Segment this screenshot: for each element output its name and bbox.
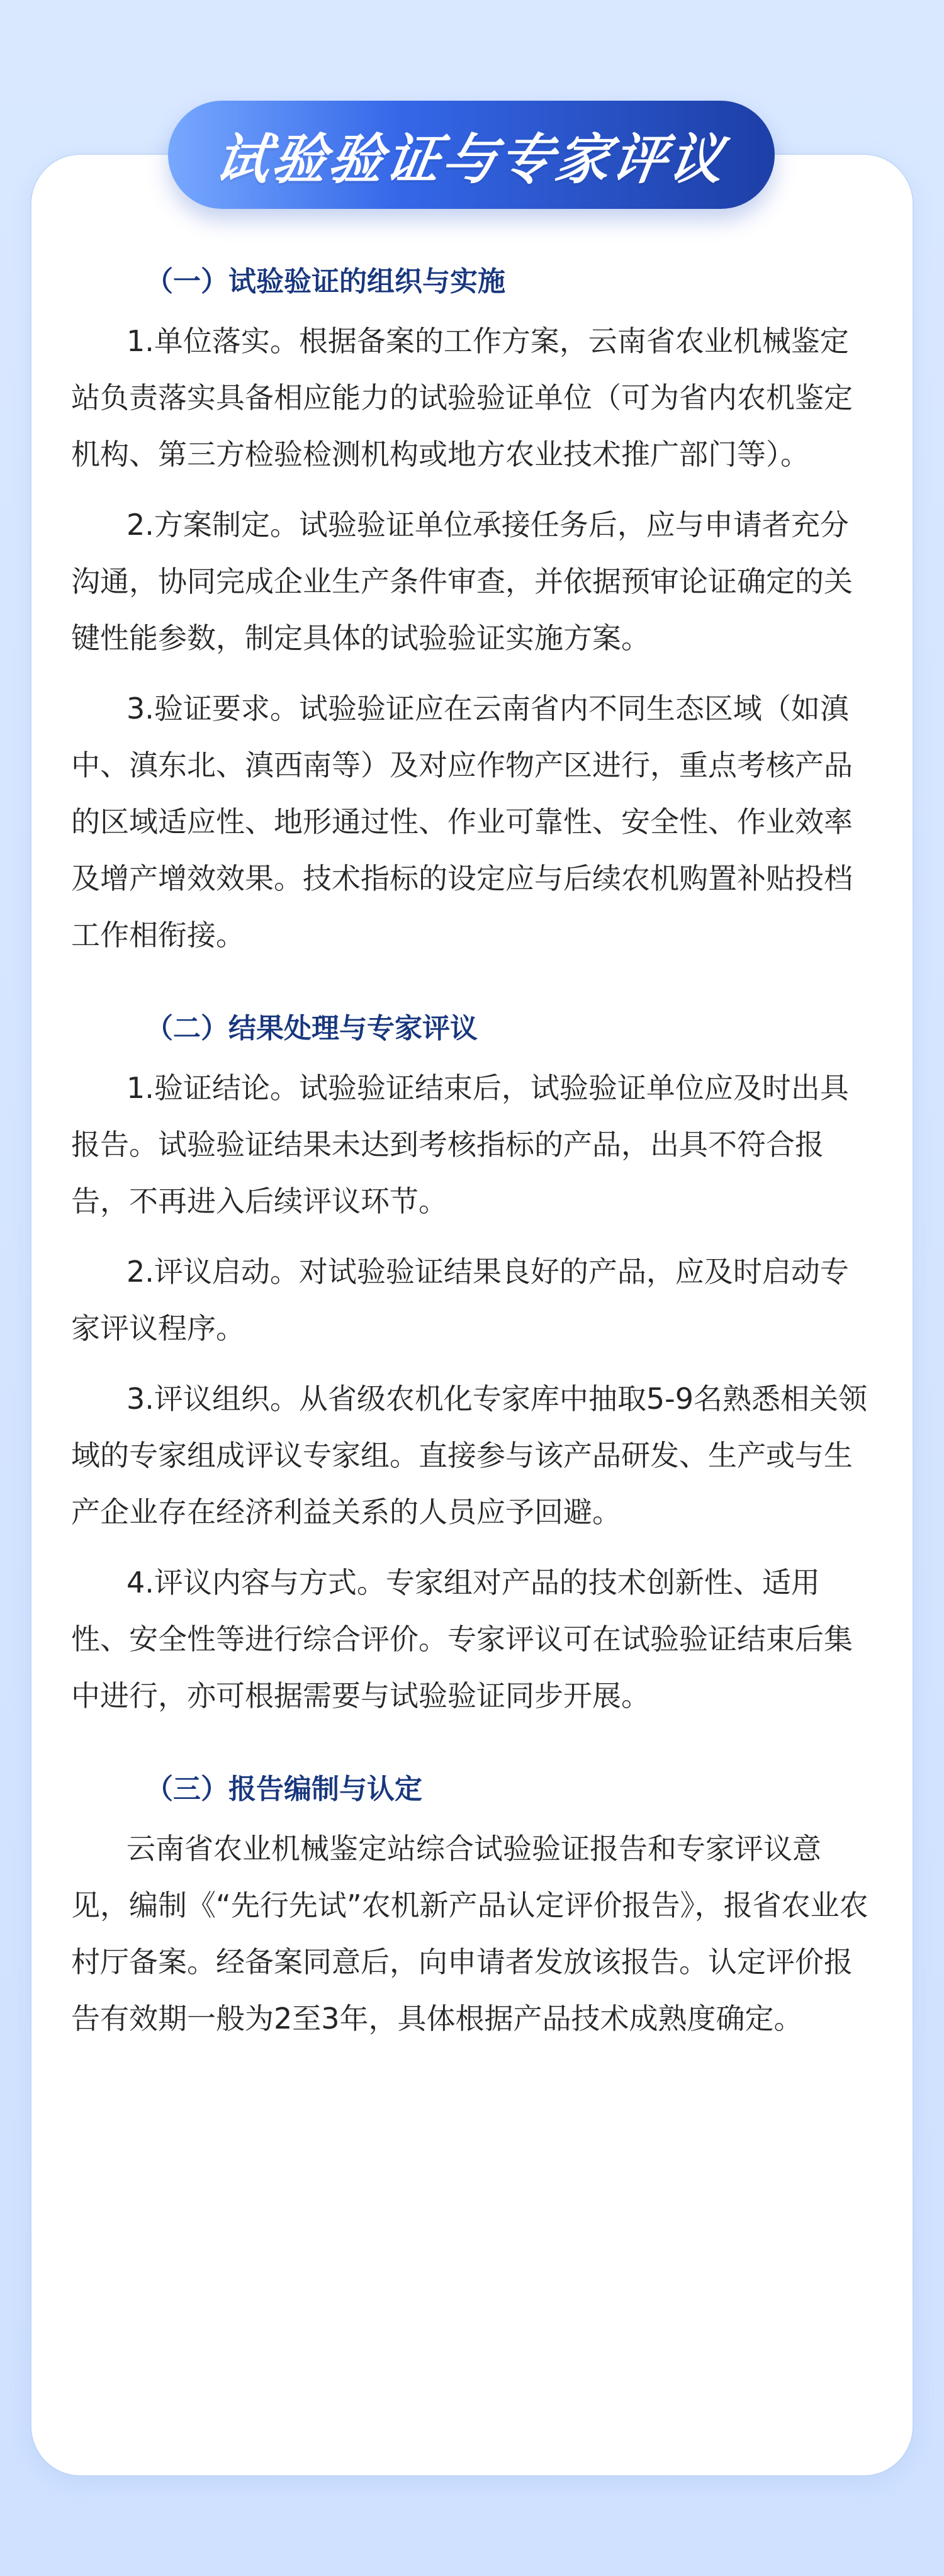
section-3 (71, 1772, 873, 2047)
section-2-paragraph-1: 1.验证结论。试验验证结束后，试验验证单位应及时出具报告。试验验证结果未达到考核指标的产品，出具不符合报告，不再进入后续评议环节。 (71, 1071, 849, 1218)
section-1 (71, 264, 873, 963)
section-1-paragraph-1: 1.单位落实。根据备案的工作方案，云南省农业机械鉴定站负责落实具备相应能力的试验验证单位（可为省内农机鉴定机构、第三方检验检测机构或地方农业技术推广部门等）。 (71, 324, 853, 471)
section-1-paragraph-3: 3.验证要求。试验验证应在云南省内不同生态区域（如滇中、滇东北、滇西南等）及对应作物产区进行，重点考核产品的区域适应性、地形通过性、作业可靠性、安全性、作业效率及增产增效效果。技术指标的设定应与后续农机购置补贴投档工作相衔接。 (71, 692, 853, 952)
title-banner (168, 101, 775, 209)
document-content (71, 264, 873, 2061)
section-2-paragraph-4: 4.评议内容与方式。专家组对产品的技术创新性、适用性、安全性等进行综合评价。专家评议可在试验验证结束后集中进行，亦可根据需要与试验验证同步开展。 (71, 1565, 853, 1713)
section-heading-3: （三）报告编制与认定 (145, 1773, 422, 1805)
section-2-paragraph-3: 3.评议组织。从省级农机化专家库中抽取5-9名熟悉相关领域的专家组成评议专家组。直接参与该产品研发、生产或与生产企业存在经济利益关系的人员应予回避。 (71, 1382, 868, 1529)
section-2-paragraph-2: 2.评议启动。对试验验证结果良好的产品，应及时启动专家评议程序。 (71, 1255, 849, 1345)
section-heading-2: （二）结果处理与专家评议 (145, 1012, 478, 1044)
section-heading-1: （一）试验验证的组织与实施 (145, 266, 505, 298)
section-3-paragraph-1: 云南省农业机械鉴定站综合试验验证报告和专家评议意见，编制《“先行先试”农机新产品认定评价报告》，报省农业农村厅备案。经备案同意后，向申请者发放该报告。认定评价报告有效期一般为2至3年，具体根据产品技术成熟度确定。 (71, 1832, 868, 2036)
page-title: 试验验证与专家评议 (211, 128, 730, 191)
section-2 (71, 1011, 873, 1724)
section-1-paragraph-2: 2.方案制定。试验验证单位承接任务后，应与申请者充分沟通，协同完成企业生产条件审查，并依据预审论证确定的关键性能参数，制定具体的试验验证实施方案。 (71, 508, 853, 655)
